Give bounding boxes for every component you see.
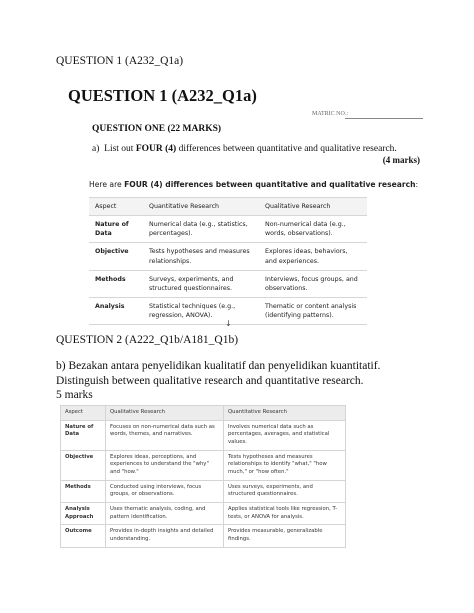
- row-quantitative: Involves numerical data such as percentages, averages, and statistical values.: [224, 420, 346, 450]
- table-row: [89, 216, 367, 243]
- row-aspect: Objective: [61, 450, 106, 480]
- table-row: [61, 480, 346, 502]
- row-qualitative: Focuses on non-numerical data such as words, themes, and narratives.: [106, 420, 224, 450]
- row-quantitative: Provides measurable, generalizable findings.: [224, 525, 346, 547]
- header-qualitative: Qualitative Research: [106, 406, 224, 421]
- answer-intro: [89, 180, 418, 189]
- header-aspect: Aspect: [61, 406, 106, 421]
- question-marks: (4 marks): [382, 155, 420, 165]
- table-row: [61, 503, 346, 525]
- header-aspect: Aspect: [89, 198, 143, 216]
- intro-pre: Here are: [89, 180, 125, 189]
- row-qualitative: Uses thematic analysis, coding, and pattern identification.: [106, 503, 224, 525]
- table-row: [61, 450, 346, 480]
- row-aspect: Nature of Data: [61, 420, 106, 450]
- row-qualitative: Non-numerical data (e.g., words, observations).: [259, 216, 367, 243]
- row-qualitative: Conducted using interviews, focus groups, or observations.: [106, 480, 224, 502]
- row-aspect: Methods: [61, 480, 106, 502]
- row-aspect: Methods: [89, 270, 143, 297]
- question-prefix: a): [92, 144, 100, 154]
- question-text-pre: List out: [104, 144, 136, 154]
- scroll-down-arrow-icon[interactable]: ↓: [225, 319, 232, 328]
- row-qualitative: Explores ideas, perceptions, and experiences to understand the "why" and "how.": [106, 450, 224, 480]
- table-row: [61, 525, 346, 547]
- row-aspect: Nature of Data: [89, 216, 143, 243]
- row-quantitative: Tests hypotheses and measures relationships.: [143, 243, 259, 270]
- matric-underline: [345, 118, 423, 119]
- table-header-row: [61, 406, 346, 421]
- question-text-post: differences between quantitative and qualitative research.: [176, 144, 397, 154]
- question-a: [92, 144, 397, 154]
- question-text-bold: FOUR (4): [135, 144, 177, 154]
- row-qualitative: Provides in-depth insights and detailed understanding.: [106, 525, 224, 547]
- table-row: [89, 243, 367, 270]
- row-qualitative: Interviews, focus groups, and observations.: [259, 270, 367, 297]
- table-row: [61, 420, 346, 450]
- row-quantitative: Statistical techniques (e.g., regression, ANOVA).: [143, 297, 259, 324]
- header-quantitative: Quantitative Research: [143, 198, 259, 216]
- intro-post: :: [415, 180, 419, 189]
- header-quantitative: Quantitative Research: [224, 406, 346, 421]
- section-title: QUESTION ONE (22 MARKS): [92, 124, 222, 134]
- question-2-heading: QUESTION 2 (A222_Q1b/A181_Q1b): [56, 334, 239, 346]
- row-aspect: Outcome: [61, 525, 106, 547]
- question-2-malay: b) Bezakan antara penyelidikan kualitatif dan penyelidikan kuantitatif.: [56, 360, 381, 372]
- row-aspect: Objective: [89, 243, 143, 270]
- matric-label: MATRIC NO.:: [312, 111, 349, 117]
- row-quantitative: Tests hypotheses and measures relationships to identify "what," "how much," or "how often.": [224, 450, 346, 480]
- intro-bold: FOUR (4) differences between quantitative and qualitative research: [124, 180, 416, 189]
- question-1-scan: [60, 84, 420, 172]
- header-qualitative: Qualitative Research: [259, 198, 367, 216]
- row-aspect: Analysis Approach: [61, 503, 106, 525]
- row-qualitative: Explores ideas, behaviors, and experiences.: [259, 243, 367, 270]
- question-2-marks: 5 marks: [56, 389, 93, 401]
- question-2-text: [56, 359, 456, 403]
- question-2-english: Distinguish between qualitative research and quantitative research.: [56, 374, 364, 387]
- row-qualitative: Thematic or content analysis (identifying patterns).: [259, 297, 367, 324]
- row-quantitative: Applies statistical tools like regression, T-tests, or ANOVA for analysis.: [224, 503, 346, 525]
- comparison-table-1: [89, 197, 367, 325]
- scan-title: QUESTION 1 (A232_Q1a): [68, 86, 257, 105]
- question-1-heading: QUESTION 1 (A232_Q1a): [56, 55, 184, 67]
- row-quantitative: Uses surveys, experiments, and structured questionnaires.: [224, 480, 346, 502]
- comparison-table-2: [60, 405, 346, 548]
- table-header-row: [89, 198, 367, 216]
- row-quantitative: Numerical data (e.g., statistics, percentages).: [143, 216, 259, 243]
- row-quantitative: Surveys, experiments, and structured questionnaires.: [143, 270, 259, 297]
- table-row: [89, 270, 367, 297]
- row-aspect: Analysis: [89, 297, 143, 324]
